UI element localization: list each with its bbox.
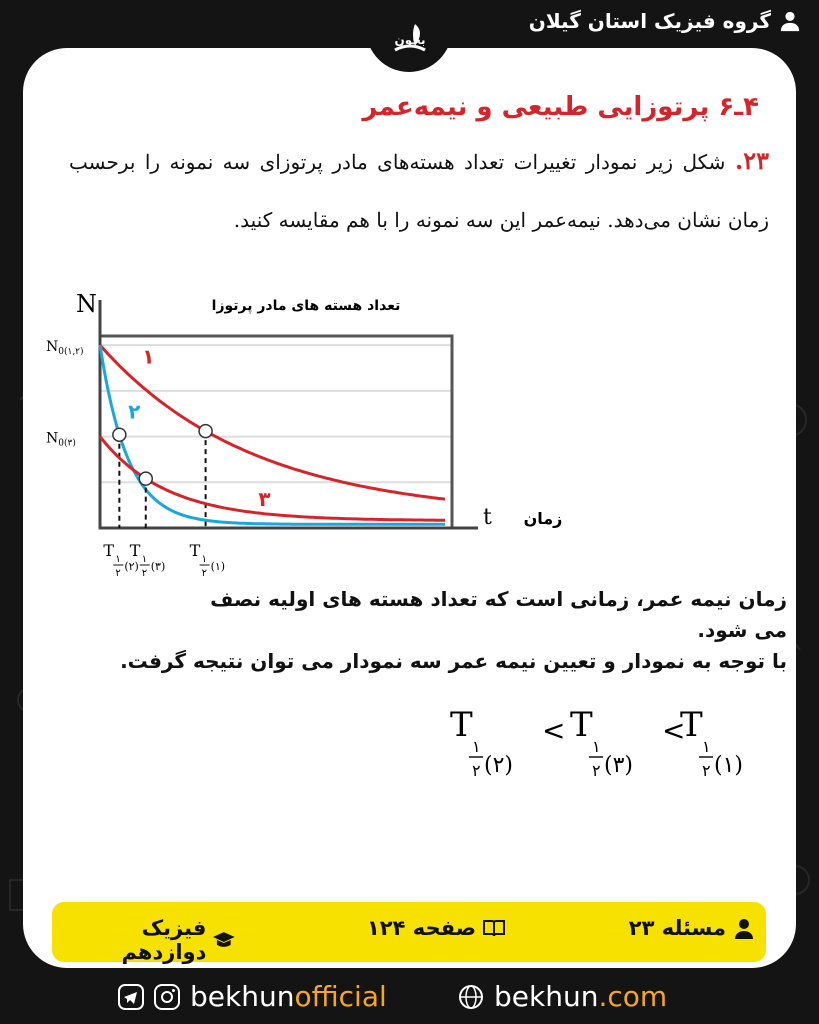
bottom-bar [0,978,819,1018]
social-handle[interactable] [118,980,387,1013]
x-axis-label: t [483,505,492,530]
graduation-cap-icon [212,928,236,952]
svg-text:(۱): (۱) [714,753,743,778]
answer-line-1: زمان نیمه عمر، زمانی است که تعداد هسته های اولیه نصف [210,587,787,611]
group-title-text: گروه فیزیک استان گیلان [528,9,771,33]
logo-text: بخون [394,33,426,47]
answer-line-2: می شود. [697,618,787,642]
svg-text:T: T [129,541,141,560]
svg-text:۱: ۱ [115,554,121,565]
half-life-point-1 [199,425,212,438]
answer-line-3: با توجه به نمودار و تعیین نیمه عمر سه نمودار می توان نتیجه گرفت. [120,649,787,673]
site-accent: .com [598,980,668,1013]
formula-op-1: < [542,714,566,747]
footer-book-label: فیزیک دوازدهم [121,916,207,964]
footer-page [367,916,506,940]
half-life-point-2 [113,428,126,441]
svg-text:(۲): (۲) [124,560,139,573]
svg-text:۲: ۲ [592,761,601,780]
x-axis-label-fa: زمان [523,509,563,528]
svg-text:۲: ۲ [141,568,148,579]
tick-group [46,339,225,579]
site-main: bekhun [494,980,599,1013]
group-title [529,9,801,33]
svg-text:(۱): (۱) [210,560,226,573]
footer-bar [52,902,766,962]
x-tick-label-3 [190,541,226,579]
svg-text:T: T [103,541,115,560]
y-axis-label: N [76,290,97,318]
decay-graph [38,280,578,585]
formula-term-2 [570,705,633,780]
svg-text:۲: ۲ [201,568,207,579]
svg-text:۱: ۱ [201,554,207,565]
telegram-icon [118,984,144,1010]
series-label-1: ۱ [142,344,155,369]
svg-text:T: T [570,705,593,745]
svg-text:۱: ۱ [702,737,711,756]
svg-text:(۲): (۲) [484,753,513,778]
instagram-icon [154,984,180,1010]
footer-page-label: صفحه ۱۲۴ [366,916,476,940]
footer-problem [629,916,756,940]
formula-term-1 [450,705,513,780]
svg-text:۱: ۱ [141,554,148,565]
open-book-icon [482,916,506,940]
half-life-inequality [440,700,790,790]
handle-main: bekhun [190,980,295,1013]
series-line-2 [100,345,445,524]
website-link[interactable] [458,980,667,1013]
user-icon [779,10,801,32]
half-life-point-3 [139,472,152,485]
handle-accent: official [294,980,387,1013]
svg-text:۲: ۲ [702,761,711,780]
graph-title: تعداد هسته های مادر پرتوزا [211,298,401,314]
svg-text:T: T [450,705,473,745]
svg-text:T: T [680,705,703,745]
svg-text:۱: ۱ [472,737,481,756]
formula-term-3 [680,705,743,780]
svg-text:T: T [189,541,201,560]
problem-text: شکل زیر نمودار تغییرات تعداد هسته‌های مادر پرتوزای سه نمونه را برحسب زمان نشان می‌دهد. نیمه‌عمر این سه نمونه را با هم مقایسه کنید. [69,150,769,232]
problem-statement [69,132,769,249]
svg-text:(۳): (۳) [604,753,633,778]
footer-problem-label: مسئله ۲۳ [628,916,726,940]
formula-op-2: < [662,714,686,747]
student-icon [732,916,756,940]
svg-text:(۳): (۳) [150,560,166,573]
footer-book [52,916,236,964]
globe-icon [458,984,484,1010]
series-label-2: ۲ [128,399,141,424]
problem-number: ۲۳. [734,146,769,175]
series-label-3: ۳ [258,487,271,512]
svg-text:۲: ۲ [472,761,481,780]
svg-text:۲: ۲ [115,568,121,579]
y-tick-label-1: $N_{0(۱,۲)}$ [46,339,84,358]
y-tick-label-2: $N_{0(۳)}$ [46,430,76,449]
section-title: ۴ـ۶ پرتوزایی طبیعی و نیمه‌عمر [362,92,759,122]
answer-block [57,584,787,677]
bekhun-logo [385,14,435,64]
svg-text:۱: ۱ [592,737,601,756]
